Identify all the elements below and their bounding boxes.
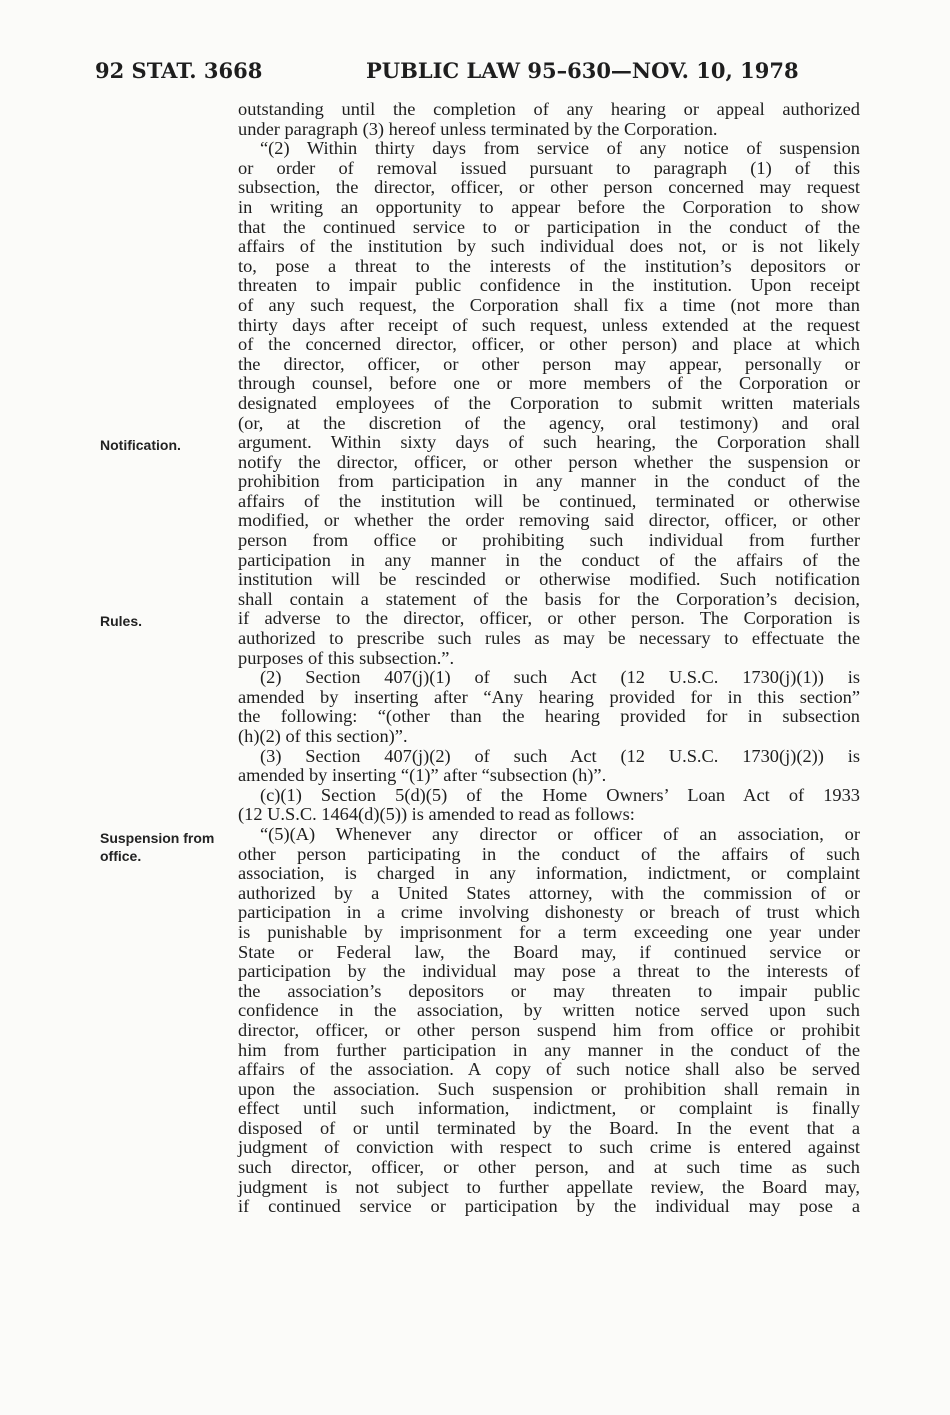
text-line: argument. Within sixty days of such hearing, the Corporation shall [238, 432, 860, 453]
margin-note-suspension [100, 829, 225, 865]
text-line: subsection, the director, officer, or other person concerned may request [238, 177, 860, 198]
text-line: modified, or whether the order removing said director, officer, or other [238, 510, 860, 531]
statute-body-text [238, 100, 860, 1217]
margin-note-rules: Rules. [100, 613, 143, 629]
stat-citation: 92 STAT. 3668 [95, 58, 263, 83]
text-line: (2) Section 407(j)(1) of such Act (12 U.S.C. 1730(j)(1)) is [260, 667, 860, 688]
text-line: of the concerned director, officer, or other person) and place at which [238, 334, 860, 355]
text-line: under paragraph (3) hereof unless terminated by the Corporation. [238, 118, 718, 139]
text-line: director, officer, or other person suspend him from office or prohibit [238, 1019, 860, 1040]
text-line: prohibition from participation in any manner in the conduct of the [238, 471, 860, 492]
text-line: shall contain a statement of the basis for the Corporation’s decision, [238, 588, 860, 609]
law-citation: PUBLIC LAW 95–630—NOV. 10, 1978 [366, 58, 799, 83]
text-line: participation in a crime involving dishonesty or breach of trust which [238, 902, 860, 923]
text-line: threaten to impair public confidence in the institution. Upon receipt [238, 275, 860, 296]
text-line: amended by inserting “(1)” after “subsection (h)”. [238, 765, 607, 786]
text-line: the following: “(other than the hearing provided for in subsection [238, 706, 860, 727]
text-line: person from office or prohibiting such individual from further [238, 530, 860, 551]
text-line: if continued service or participation by the individual may pose a [238, 1196, 860, 1217]
text-line: the director, officer, or other person may appear, personally or [238, 353, 860, 374]
text-line: through counsel, before one or more members of the Corporation or [238, 373, 860, 394]
text-line: of any such request, the Corporation shall fix a time (not more than [238, 294, 860, 315]
text-line: if adverse to the director, officer, or other person. The Corporation is [238, 608, 860, 629]
text-line: confidence in the association, by written notice served upon such [238, 1000, 860, 1021]
text-line: effect until such information, indictment, or complaint is finally [238, 1098, 860, 1119]
text-line: is punishable by imprisonment for a term exceeding one year under [238, 921, 860, 942]
text-line: other person participating in the conduct of the affairs of such [238, 843, 860, 864]
text-line: thirty days after receipt of such request, unless extended at the request [238, 314, 860, 335]
text-line: amended by inserting after “Any hearing provided for in this section” [238, 686, 860, 707]
text-line: to, pose a threat to the interests of the institution’s depositors or [238, 255, 860, 276]
text-line: notify the director, officer, or other person whether the suspension or [238, 451, 860, 472]
text-line: association, is charged in any information, indictment, or complaint [238, 863, 860, 884]
margin-note-notification: Notification. [100, 437, 181, 453]
text-line: participation by the individual may pose a threat to the interests of [238, 961, 860, 982]
text-line: in writing an opportunity to appear before the Corporation to show [238, 196, 860, 217]
text-line: or order of removal issued pursuant to paragraph (1) of this [238, 157, 860, 178]
text-line: (or, at the discretion of the agency, oral testimony) and oral [238, 412, 860, 433]
page-header [95, 58, 855, 88]
margin-note-suspension-line2: office. [100, 848, 142, 864]
text-line: participation in any manner in the conduct of the affairs of the [238, 549, 860, 570]
text-line: disposed of or until terminated by the Board. In the event that a [238, 1117, 860, 1138]
text-line: State or Federal law, the Board may, if continued service or [238, 941, 860, 962]
text-line: purposes of this subsection.”. [238, 647, 455, 668]
text-line: (h)(2) of this section)”. [238, 726, 408, 746]
text-line: “(5)(A) Whenever any director or officer of an association, or [260, 823, 860, 844]
text-line: (12 U.S.C. 1464(d)(5)) is amended to read as follows: [238, 804, 635, 825]
text-line: judgment is not subject to further appellate review, the Board may, [238, 1176, 860, 1197]
margin-note-suspension-line1: Suspension from [100, 830, 215, 846]
text-line: judgment of conviction with respect to such crime is entered against [238, 1137, 860, 1158]
text-line: designated employees of the Corporation to submit written materials [238, 392, 860, 413]
text-line: affairs of the institution by such individual does not, or is not likely [238, 236, 860, 257]
text-line: affairs of the institution will be continued, terminated or otherwise [238, 490, 860, 511]
text-line: that the continued service to or participation in the conduct of the [238, 216, 860, 237]
text-line: institution will be rescinded or otherwise modified. Such notification [238, 569, 860, 590]
text-line: affairs of the association. A copy of such notice shall also be served [238, 1059, 860, 1080]
text-line: upon the association. Such suspension or prohibition shall remain in [238, 1078, 860, 1099]
text-line: “(2) Within thirty days from service of any notice of suspension [260, 138, 860, 159]
text-line: such director, officer, or other person, and at such time as such [238, 1157, 860, 1178]
text-line: (c)(1) Section 5(d)(5) of the Home Owners’ Loan Act of 1933 [260, 784, 860, 805]
text-line: authorized to prescribe such rules as may be necessary to effectuate the [238, 628, 860, 649]
text-line: (3) Section 407(j)(2) of such Act (12 U.S.C. 1730(j)(2)) is [260, 745, 860, 766]
text-line: him from further participation in any manner in the conduct of the [238, 1039, 860, 1060]
text-line: authorized by a United States attorney, with the commission of or [238, 882, 860, 903]
text-line: the association’s depositors or may threaten to impair public [238, 980, 860, 1001]
text-line: outstanding until the completion of any hearing or appeal authorized [238, 99, 860, 119]
